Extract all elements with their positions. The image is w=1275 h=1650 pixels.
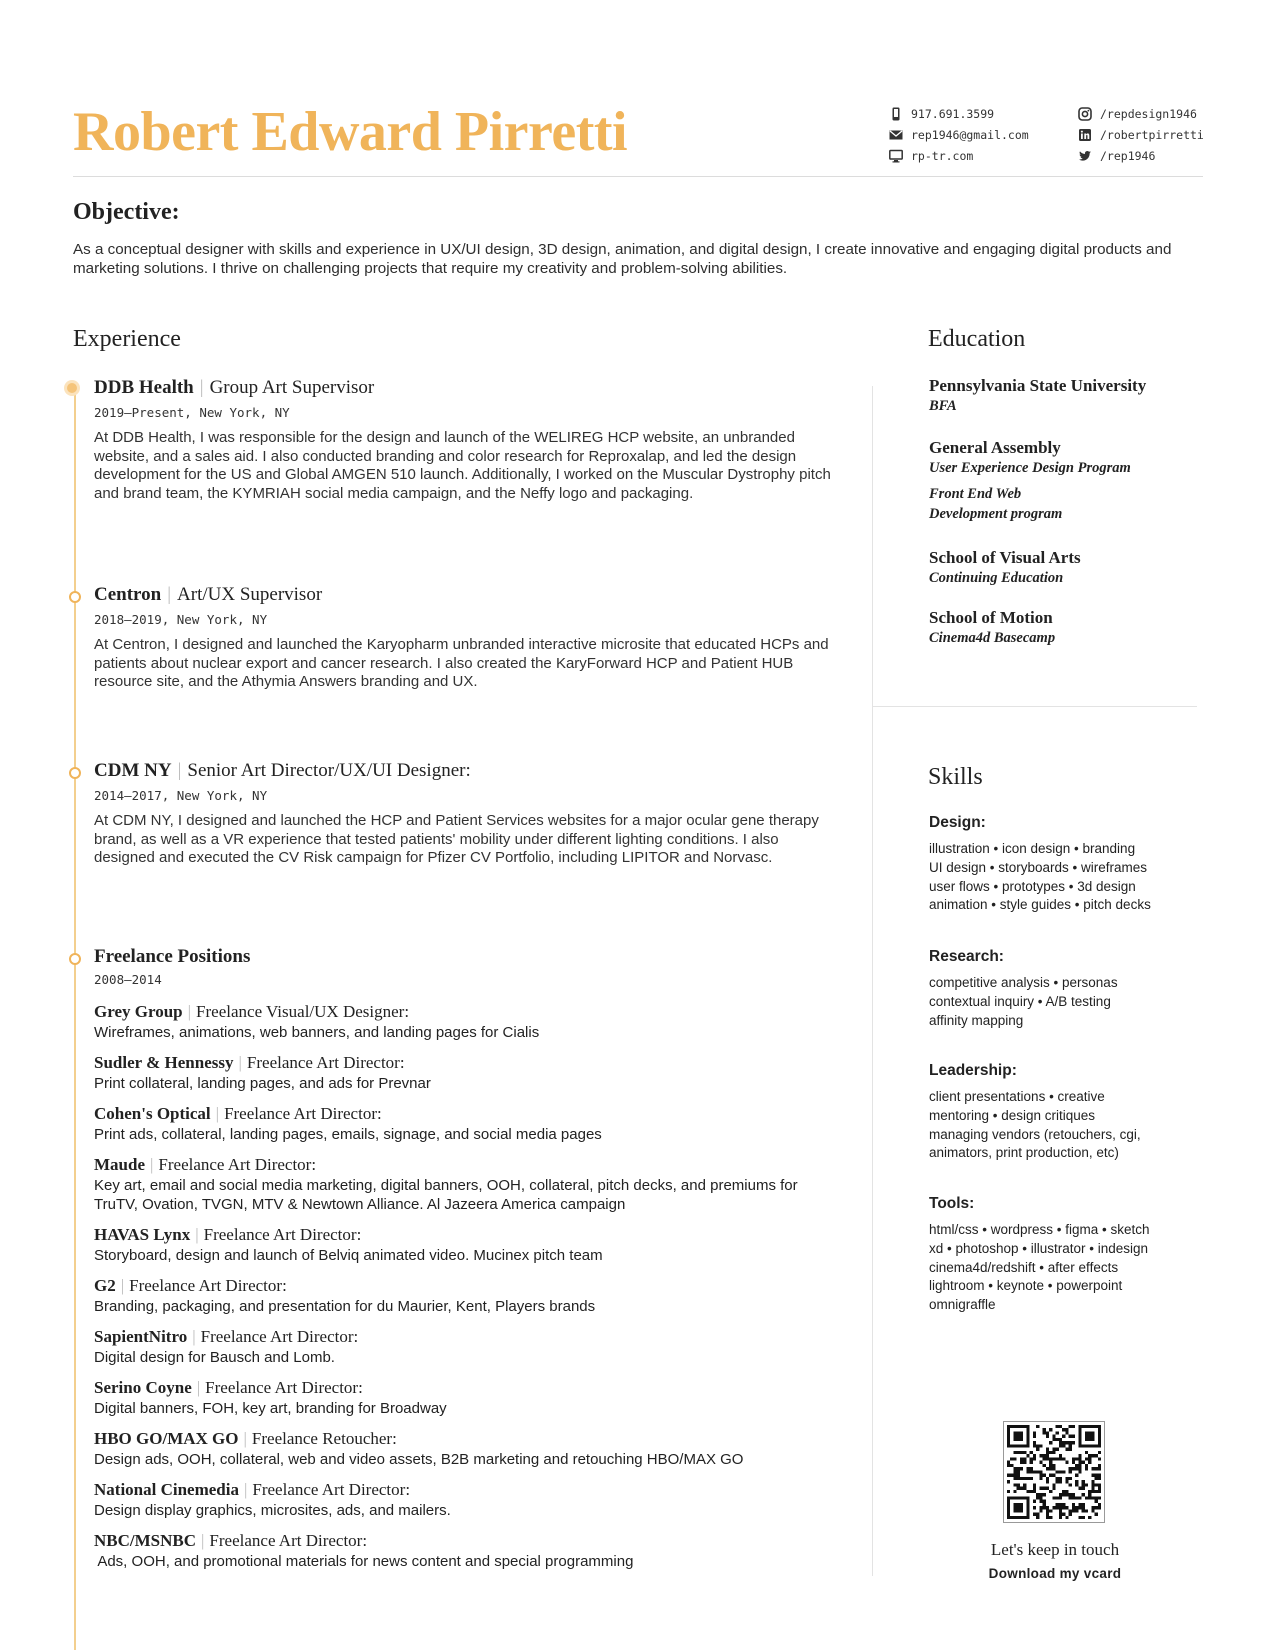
freelance-list (94, 1002, 834, 1582)
freelance-description: Print ads, collateral, landing pages, emails, signage, and social media pages (94, 1126, 602, 1143)
freelance-description: Key art, email and social media marketing, digital banners, OOH, collateral, pitch decks, and premiums for TruTV, Ovation, TVGN, MTV & Newtown Alliance. Al Jazeera America campaign (94, 1177, 798, 1213)
job-company: CDM NY (94, 760, 172, 781)
education-school: School of Motion (929, 608, 1053, 627)
freelance-role: Freelance Art Director: (129, 1276, 287, 1295)
freelance-role: Freelance Art Director: (246, 1053, 405, 1072)
job-company: Centron (94, 584, 162, 605)
separator: | (199, 377, 204, 398)
skill-heading: Tools: (929, 1195, 975, 1212)
job-company: DDB Health (94, 377, 194, 398)
job-heading (94, 760, 834, 782)
objective-title: Objective: (73, 199, 180, 225)
freelance-description: Digital design for Bausch and Lomb. (94, 1349, 335, 1366)
freelance-item (94, 1053, 834, 1093)
freelance-item (94, 1002, 834, 1042)
separator: | (201, 1531, 205, 1550)
instagram-icon (1078, 107, 1092, 121)
download-vcard-link[interactable]: Download my vcard (988, 1566, 1122, 1581)
job-description: At DDB Health, I was responsible for the design and launch of the WELIREG HCP website, an unbranded website, and a sales aid. I also conducted branding and color research for Reproxalap, and led the design development for the US and Global AMGEN 510 launch. Additionally, I worked on the Muscular Dystrophy pitch and brand team, the KYMRIAH social media campaign, and the Neffy logo and packaging. (94, 429, 831, 502)
contact-website[interactable]: rp-tr.com (889, 145, 1029, 166)
separator: | (215, 1104, 220, 1123)
keep-in-touch-text: Let's keep in touch (990, 1540, 1120, 1559)
education-program: User Experience Design Program (929, 460, 1131, 476)
job-date: 2014–2017, New York, NY (94, 788, 268, 803)
education-entry (929, 376, 1199, 416)
skill-group-design (929, 814, 1199, 915)
education-program: Continuing Education (929, 570, 1064, 586)
timeline-dot (69, 591, 81, 603)
education-skills-divider (872, 706, 1197, 707)
job-description: At Centron, I designed and launched the Karyopharm unbranded interactive microsite that educated HCPs and patients about nuclear export and cancer research. I also created the KaryForward HCP and Patient HUB resource site, and the Athymia Answers branding and UX. (94, 636, 829, 691)
freelance-description: Design display graphics, microsites, ads, and mailers. (94, 1502, 451, 1519)
job-role: Senior Art Director/UX/UI Designer: (187, 760, 471, 781)
job-description: At CDM NY, I designed and launched the HCP and Patient Services websites for a major ocular gene therapy brand, as well as a VR experience that tested patients' mobility under different lighting conditions. I also designed and executed the CV Risk campaign for Pfizer CV Portfolio, including LIPITOR and Norvasc. (94, 812, 819, 867)
resume-name: Robert Edward Pirretti (73, 101, 628, 163)
envelope-icon (889, 128, 903, 142)
freelance-role: Freelance Art Director: (200, 1327, 359, 1346)
separator: | (243, 1480, 248, 1499)
freelance-description: Design ads, OOH, collateral, web and video assets, B2B marketing and retouching HBO/MAX GO (94, 1451, 744, 1468)
job-entry-centron (94, 584, 834, 692)
job-heading (94, 377, 834, 399)
experience-title: Experience (73, 326, 181, 352)
skill-heading: Research: (929, 948, 1004, 965)
freelance-role: Freelance Art Director: (209, 1531, 368, 1550)
contact-list-left (889, 103, 1029, 166)
job-heading (94, 584, 834, 606)
freelance-description: Print collateral, landing pages, and ads for Prevnar (94, 1075, 431, 1092)
freelance-description: Digital banners, FOH, key art, branding for Broadway (94, 1400, 447, 1417)
column-divider (872, 386, 873, 1576)
separator: | (187, 1002, 192, 1021)
freelance-item (94, 1531, 834, 1571)
freelance-description: Wireframes, animations, web banners, and landing pages for Cialis (94, 1024, 540, 1041)
education-entry (929, 548, 1199, 588)
freelance-company: National Cinemedia (94, 1480, 239, 1499)
separator: | (150, 1155, 154, 1174)
skill-lines: html/css • wordpress • figma • sketch xd • photoshop • illustrator • indesign cinema4d/redshift • after effects lightroom • keynote • powerpoint omnigraffle (929, 1222, 1150, 1313)
job-role: Art/UX Supervisor (177, 584, 323, 605)
separator: | (195, 1225, 199, 1244)
timeline-dot (69, 767, 81, 779)
freelance-description: Ads, OOH, and promotional materials for news content and special programming (94, 1553, 634, 1570)
vcard-qr-code[interactable] (1003, 1421, 1105, 1523)
separator: | (120, 1276, 125, 1295)
freelance-title: Freelance Positions (94, 946, 251, 967)
education-program: Cinema4d Basecamp (929, 630, 1056, 646)
freelance-company: Grey Group (94, 1002, 183, 1021)
freelance-item (94, 1480, 834, 1520)
phone-icon (889, 107, 903, 121)
contact-phone[interactable]: 917.691.3599 (889, 103, 1029, 124)
contact-linkedin[interactable]: /robertpirretti (1078, 124, 1204, 145)
education-school: Pennsylvania State University (929, 376, 1147, 395)
freelance-description: Branding, packaging, and presentation for du Maurier, Kent, Players brands (94, 1298, 596, 1315)
education-title: Education (928, 326, 1026, 352)
education-program: BFA (929, 398, 957, 414)
twitter-icon (1078, 149, 1092, 163)
contact-twitter[interactable]: /rep1946 (1078, 145, 1204, 166)
qr-code-graphic (1007, 1425, 1101, 1519)
freelance-item (94, 1155, 834, 1214)
timeline-dot (69, 953, 81, 965)
freelance-company: Sudler & Hennessy (94, 1053, 234, 1072)
separator: | (192, 1327, 196, 1346)
freelance-role: Freelance Retoucher: (251, 1429, 397, 1448)
separator: | (177, 760, 182, 781)
freelance-role: Freelance Art Director: (205, 1378, 363, 1397)
freelance-role: Freelance Art Director: (158, 1155, 317, 1174)
freelance-role: Freelance Art Director: (203, 1225, 362, 1244)
freelance-item (94, 1378, 834, 1418)
job-entry-cdm-ny (94, 760, 834, 868)
timeline-dot-current (67, 383, 77, 393)
freelance-company: Serino Coyne (94, 1378, 192, 1397)
freelance-role: Freelance Art Director: (252, 1480, 411, 1499)
freelance-company: HAVAS Lynx (94, 1225, 191, 1244)
freelance-item (94, 1429, 834, 1469)
skill-group-research (929, 948, 1199, 1030)
skill-heading: Design: (929, 814, 986, 831)
skill-lines: client presentations • creative mentoring • design critiques managing vendors (retouchers, cgi, animators, print production, etc) (929, 1089, 1141, 1161)
experience-timeline (74, 388, 76, 1650)
job-entry-ddb-health (94, 377, 834, 503)
skill-lines: illustration • icon design • branding UI design • storyboards • wireframes user flows • prototypes • 3d design animation • style guides • pitch decks (929, 841, 1151, 913)
skill-group-tools (929, 1195, 1199, 1315)
job-role: Group Art Supervisor (209, 377, 375, 398)
freelance-company: SapientNitro (94, 1327, 188, 1346)
education-entry (929, 438, 1199, 524)
skill-heading: Leadership: (929, 1062, 1017, 1079)
linkedin-icon (1078, 128, 1092, 142)
education-program: Front End Web Development program (929, 486, 1063, 522)
contact-email[interactable]: rep1946@gmail.com (889, 124, 1029, 145)
freelance-header (94, 946, 834, 987)
monitor-icon (889, 149, 903, 163)
education-entry (929, 608, 1199, 648)
education-school: School of Visual Arts (929, 548, 1081, 567)
separator: | (167, 584, 172, 605)
freelance-role: Freelance Art Director: (224, 1104, 382, 1123)
header-divider (73, 176, 1203, 177)
job-date: 2018–2019, New York, NY (94, 612, 268, 627)
freelance-date: 2008–2014 (94, 972, 162, 987)
freelance-company: HBO GO/MAX GO (94, 1429, 239, 1448)
contact-instagram[interactable]: /repdesign1946 (1078, 103, 1204, 124)
skill-lines: competitive analysis • personas contextual inquiry • A/B testing affinity mapping (929, 975, 1118, 1028)
freelance-item (94, 1225, 834, 1265)
freelance-description: Storyboard, design and launch of Belviq animated video. Mucinex pitch team (94, 1247, 603, 1264)
freelance-item (94, 1276, 834, 1316)
education-school: General Assembly (929, 438, 1061, 457)
freelance-role: Freelance Visual/UX Designer: (196, 1002, 410, 1021)
separator: | (196, 1378, 201, 1397)
contact-list-right (1078, 103, 1204, 166)
freelance-company: Maude (94, 1155, 145, 1174)
skill-group-leadership (929, 1062, 1199, 1163)
separator: | (238, 1053, 242, 1072)
freelance-company: G2 (94, 1276, 116, 1295)
freelance-company: NBC/MSNBC (94, 1531, 197, 1550)
separator: | (243, 1429, 247, 1448)
freelance-item (94, 1104, 834, 1144)
job-date: 2019–Present, New York, NY (94, 405, 290, 420)
freelance-item (94, 1327, 834, 1367)
skills-title: Skills (928, 764, 983, 790)
freelance-company: Cohen's Optical (94, 1104, 211, 1123)
objective-text: As a conceptual designer with skills and experience in UX/UI design, 3D design, animation, and digital design, I create innovative and engaging digital products and marketing solutions. I thrive on challenging projects that require my creativity and problem-solving abilities. (73, 241, 1172, 277)
